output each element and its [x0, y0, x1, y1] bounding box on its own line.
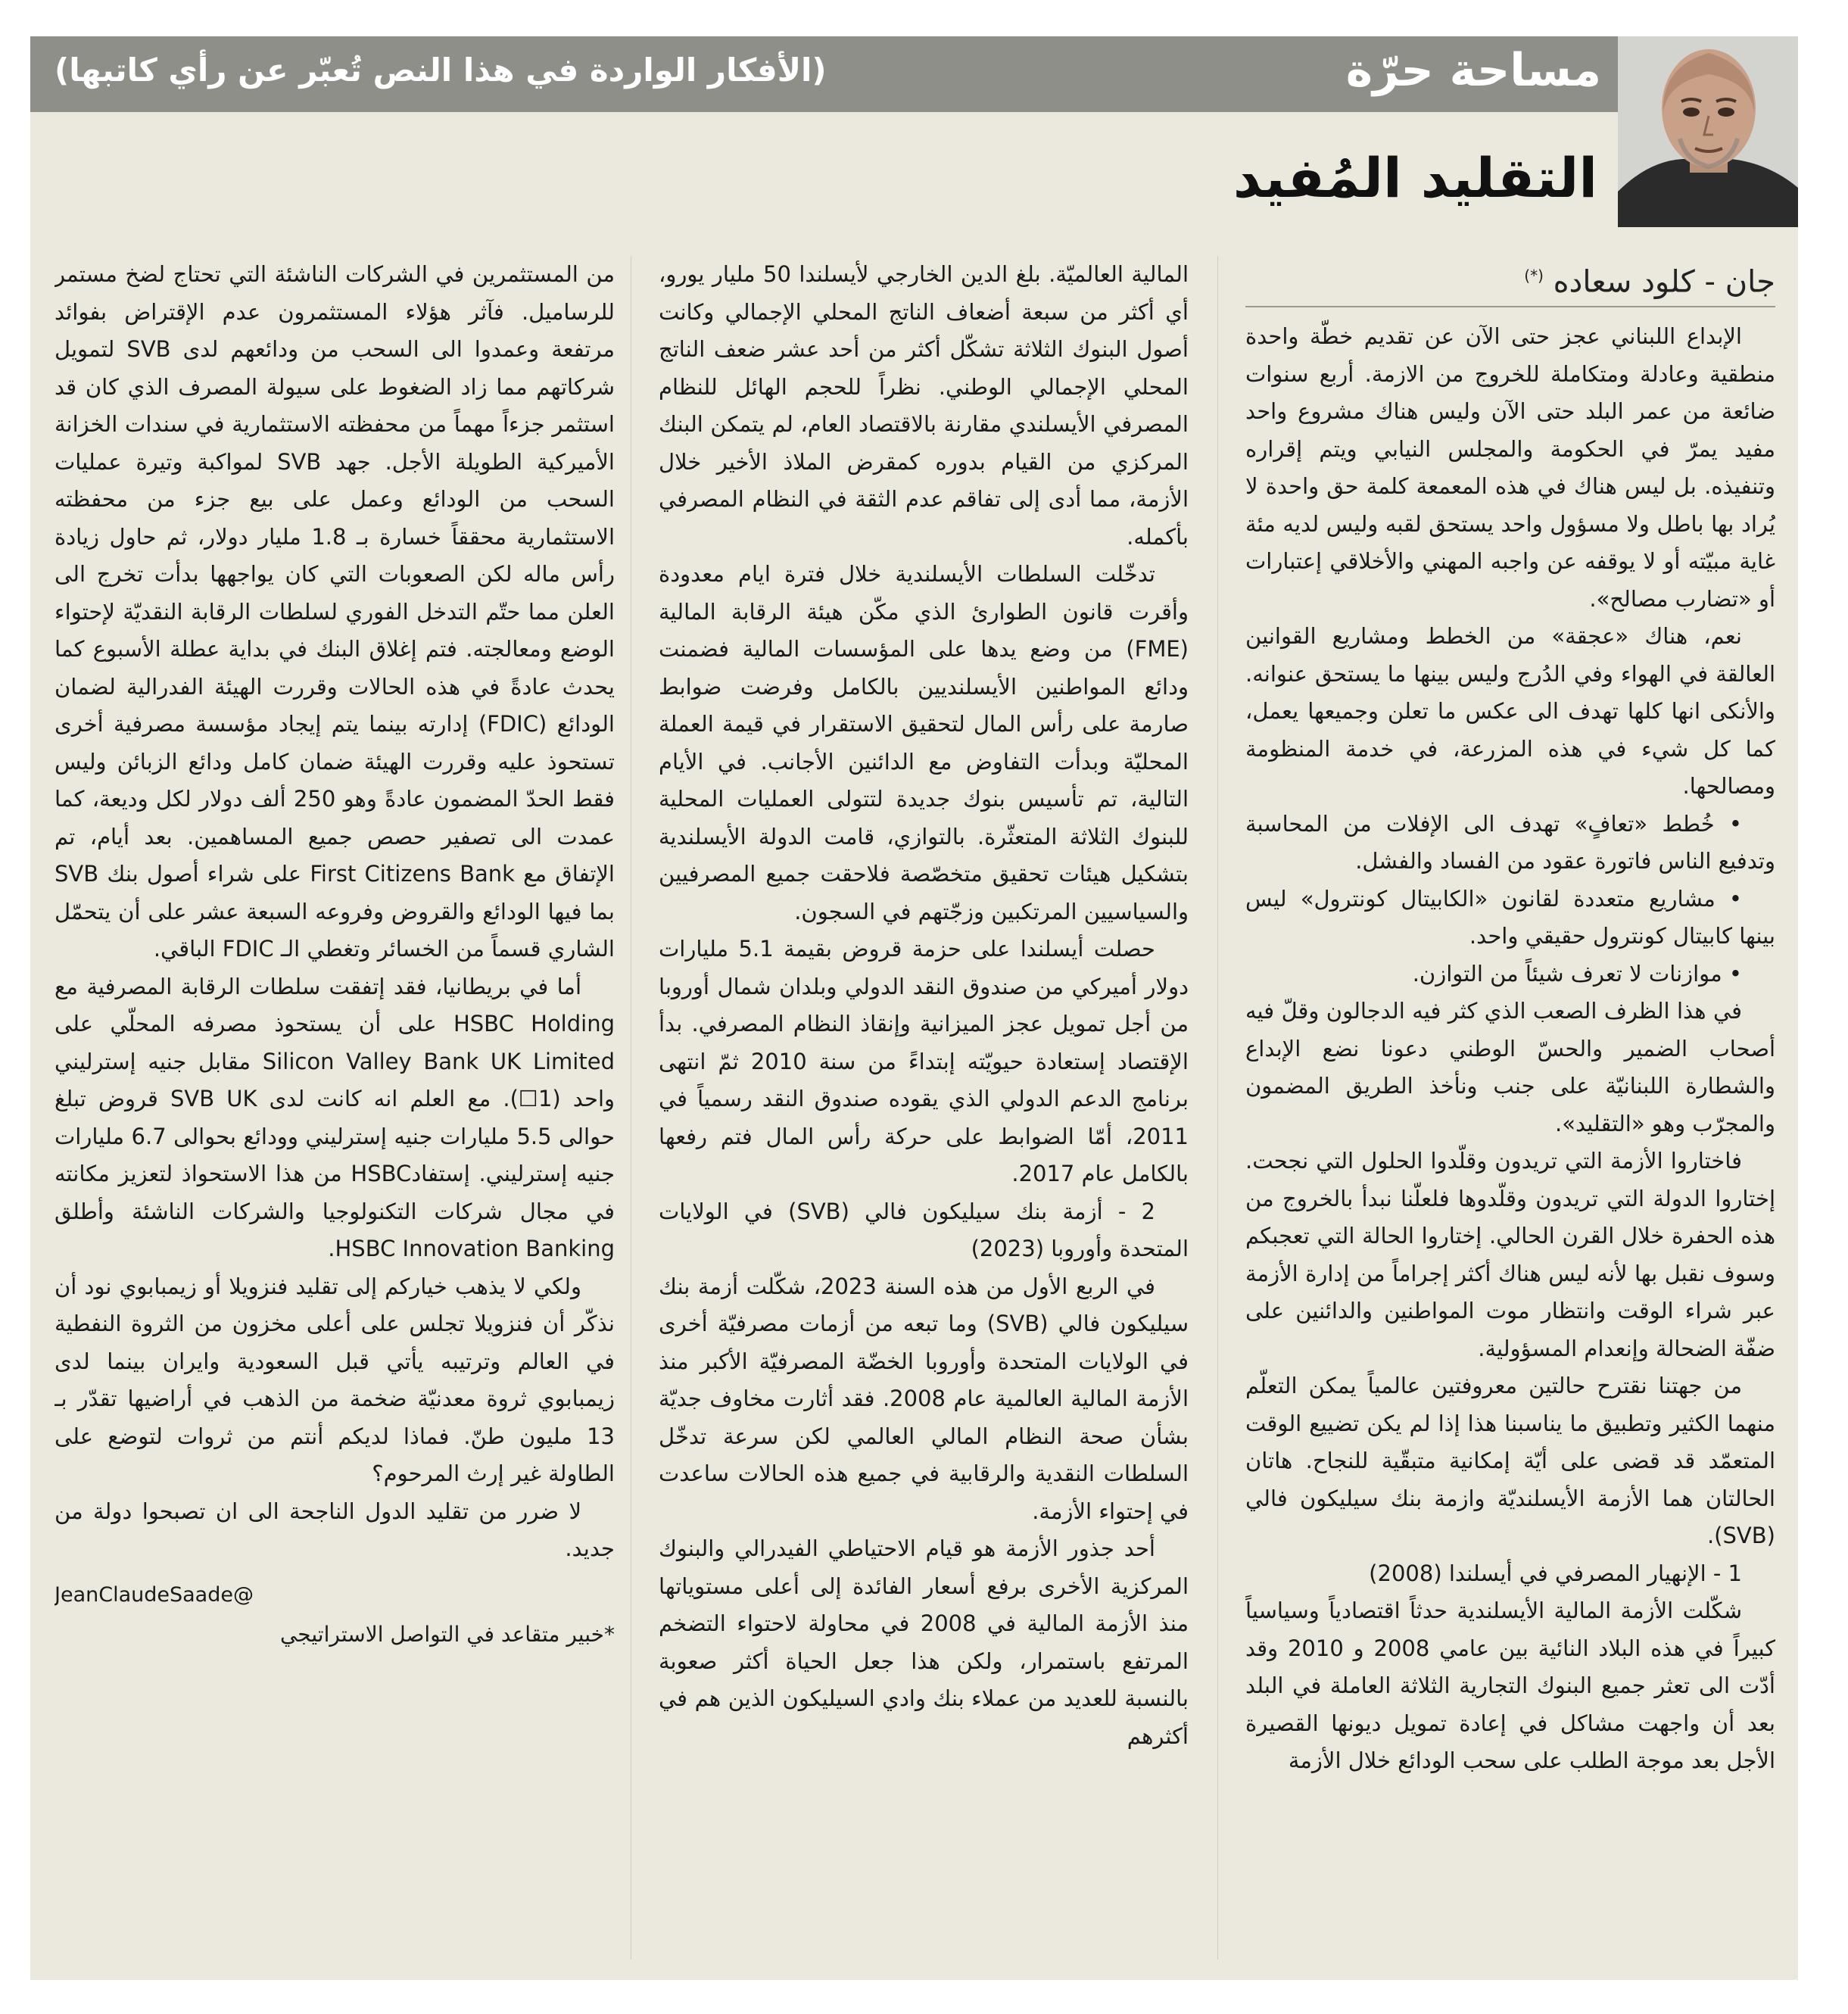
paragraph: • خُطط «تعافٍ» تهدف الى الإفلات من المحاسبة وتدفيع الناس فاتورة عقود من الفساد والفشل.	[1245, 810, 1775, 874]
paragraph: أحد جذور الأزمة هو قيام الاحتياطي الفيدرالي والبنوك المركزية الأخرى برفع أسعار الفائدة إلى أعلى مستوياتها منذ الأزمة المالية في 2008 في محاولة لاحتواء التضخم المرتفع باستمرار، ولكن هذا جعل الحياة أكثر صعوبة بالنسبة للعديد من عملاء بنك وادي السيليكون الذين هم في أكثرهم	[659, 1535, 1189, 1749]
author-social-handle[interactable]: JeanClaudeSaade@	[55, 1582, 254, 1607]
column-divider	[1217, 256, 1218, 1959]
paragraph: • مشاريع متعددة لقانون «الكابيتال كونترول» ليس بينها كابيتال كونترول حقيقي واحد.	[1245, 885, 1775, 949]
column-right-text	[1245, 318, 1775, 1780]
paragraph: الإبداع اللبناني عجز حتى الآن عن تقديم خطّة واحدة منطقية وعادلة ومتكاملة للخروج من الازمة. أربع سنوات ضائعة من عمر البلد حتى الآن وليس هناك مشروع واحد مفيد يمرّ في الحكومة والمجلس النيابي ويتم إقراره وتنفيذه. بل ليس هناك في هذه المعمعة كلمة حق واحدة لا يُراد بها باطل ولا مسؤول واحد يستحق لقبه وليس لديه مئة غاية مبيّته أو لا يوقفه عن واجبه المهني والأخلاقي إعتبارات أو «تضارب مصالح».	[1245, 323, 1775, 612]
column-middle	[659, 256, 1189, 1967]
section-header-bar	[30, 36, 1798, 112]
paragraph: 1 - الإنهيار المصرفي في أيسلندا (2008)	[1369, 1560, 1742, 1586]
paragraph: من جهتنا نقترح حالتين معروفتين عالمياً يمكن التعلّم منهما الكثير وتطبيق ما يناسبنا هذا إذا لم يكن تضييع الوقت المتعمّد قد قضى على أيّة إمكانية متبقّية للنجاح. هاتان الحالتان هما الأزمة الأيسلنديّة وازمة بنك سيليكون فالي (SVB).	[1245, 1373, 1775, 1549]
article-page	[30, 36, 1798, 1980]
paragraph: ولكي لا يذهب خياركم إلى تقليد فنزويلا أو زيمبابوي نود أن نذكّر أن فنزويلا تجلس على أعلى مخزون من الثروة النفطية في العالم وترتيبه يأتي قبل السعودية وايران بينما لدى زيمبابوي ثروة معدنيّة ضخمة من الذهب في أراضيها تقدّر بـ 13 مليون طنّ. فماذا لديكم أنتم من ثروات لتوضع على الطاولة غير إرث المرحوم؟	[55, 1273, 615, 1486]
paragraph: أما في بريطانيا، فقد إتفقت سلطات الرقابة المصرفية مع HSBC Holding على أن يستحوذ مصرفه المحلّي على Silicon Valley Bank UK Limited مقابل جنيه إسترليني واحد (1☐). مع العلم انه كانت لدى SVB UK قروض تبلغ حوالى 5.5 مليارات جنيه إسترليني وودائع بحوالى 6.7 مليارات جنيه إسترليني. إستفادHSBC من هذا الاستحواذ لتعزيز مكانته في مجال شركات التكنولوجيا والشركات الناشئة وأطلق HSBC Innovation Banking.	[55, 973, 615, 1261]
paragraph: شكّلت الأزمة المالية الأيسلندية حدثاً اقتصادياً وسياسياً كبيراً في هذه البلاد النائية بين عامي 2008 و 2010 وقد أدّت الى تعثر جميع البنوك التجارية الثلاثة العاملة في البلد بعد أن واجهت مشاكل في إعادة تمويل ديونها القصيرة الأجل بعد موجة الطلب على سحب الودائع خلال الأزمة	[1245, 1598, 1775, 1774]
column-left-text	[55, 256, 615, 1568]
column-middle-text	[659, 256, 1189, 1755]
paragraph: فاختاروا الأزمة التي تريدون وقلّدوا الحلول التي نجحت. إختاروا الدولة التي تريدون وقلّدوها فلعلّنا نبدأ بالخروج من هذه الحفرة خلال القرن الحالي. إختاروا الحالة التي تعجبكم وسوف نقبل بها لأنه ليس هناك أكثر إجراماً من إدارة الأزمة عبر شراء الوقت وانتظار موت المواطنين والدائنين على ضفّة الضحالة وإنعدام المسؤولية.	[1245, 1148, 1775, 1361]
opinion-disclaimer: (الأفكار الواردة في هذا النص تُعبّر عن رأي كاتبها)	[55, 51, 827, 89]
paragraph: حصلت أيسلندا على حزمة قروض بقيمة 5.1 مليارات دولار أميركي من صندوق النقد الدولي وبلدان شمال أوروبا من أجل تمويل عجز الميزانية وإنقاذ النظام المصرفي. بدأ الإقتصاد إستعادة حيويّته إبتداءً من سنة 2010 ثمّ انتهى برنامج الدعم الدولي الذي يقوده صندوق النقد رسمياً في 2011، أمّا الضوابط على حركة رأس المال فتم رفعها بالكامل عام 2017.	[659, 936, 1189, 1186]
column-right	[1245, 256, 1775, 1967]
paragraph: في الربع الأول من هذه السنة 2023، شكّلت أزمة بنك سيليكون فالي (SVB) وما تبعه من أزمات مصرفيّة أخرى في الولايات المتحدة وأوروبا الخضّة المصرفيّة الأكبر منذ الأزمة المالية العالمية عام 2008. فقد أثارت مخاوف جديّة بشأن صحة النظام المالي العالمي لكن سرعة تدخّل السلطات النقدية والرقابية في جميع هذه الحالات ساعدت في إحتواء الأزمة.	[659, 1273, 1189, 1524]
author-footnote-mark: (*)	[1524, 267, 1544, 285]
paragraph: نعم، هناك «عجقة» من الخطط ومشاريع القوانين العالقة في الهواء وفي الدُرج وليس بينها ما يستحق عنوانه. والأنكى انها كلها تهدف الى عكس ما تعلن وجميعها يعمل، كما كل شيء في هذه المزرعة، في خدمة المنظومة ومصالحها.	[1245, 623, 1775, 800]
paragraph: في هذا الظرف الصعب الذي كثر فيه الدجالون وقلّ فيه أصحاب الضمير والحسّ الوطني دعونا نضع الإبداع والشطارة اللبنانيّة على جنب ونأخذ الطريق المضمون والمجرّب وهو «التقليد».	[1245, 998, 1775, 1136]
paragraph: المالية العالميّة. بلغ الدين الخارجي لأيسلندا 50 مليار يورو، أي أكثر من سبعة أضعاف الناتج المحلي الإجمالي وكانت أصول البنوك الثلاثة تشكّل أكثر من أحد عشر ضعف الناتج المحلي الإجمالي الوطني. نظراً للحجم الهائل للنظام المصرفي الأيسلندي مقارنة بالاقتصاد العام، لم يتمكن البنك المركزي من القيام بدوره كمقرض الملاذ الأخير خلال الأزمة، مما أدى إلى تفاقم عدم الثقة في النظام المصرفي بأكمله.	[659, 261, 1189, 550]
paragraph: من المستثمرين في الشركات الناشئة التي تحتاج لضخ مستمر للرساميل. فآثر هؤلاء المستثمرون عدم الإقتراض بفوائد مرتفعة وعمدوا الى السحب من ودائعهم لدى SVB لتمويل شركاتهم مما زاد الضغوط على سيولة المصرف الذي كان قد استثمر جزءاً مهماً من محفظته الاستثمارية في سندات الخزانة الأميركية الطويلة الأجل. جهد SVB لمواكبة وتيرة عمليات السحب من الودائع وعمل على بيع جزء من محفظته الاستثمارية محققاً خسارة بـ 1.8 مليار دولار، ثم حاول زيادة رأس ماله لكن الصعوبات التي كان يواجهها بدأت تخرج الى العلن مما حتّم التدخل الفوري لسلطات الرقابة النقديّة لإحتواء الوضع ومعالجته. فتم إغلاق البنك في بداية عطلة الأسبوع كما يحدث عادةً في هذه الحالات وقررت الهيئة الفدرالية لضمان الودائع (FDIC) إدارته بينما يتم إيجاد مؤسسة مصرفية أخرى تستحوذ عليه وقررت الهيئة ضمان كامل ودائع الزبائن وليس فقط الحدّ المضمون عادةً وهو 250 ألف دولار لكل وديعة، كما عمدت الى تصفير حصص جميع المساهمين. بعد أيام، تم الإتفاق مع First Citizens Bank على شراء أصول بنك SVB بما فيها الودائع والقروض وفروعه السبعة عشر على أن يتحمّل الشاري قسماً من الخسائر وتغطي الـ FDIC الباقي.	[55, 261, 615, 962]
paragraph: لا ضرر من تقليد الدول الناجحة الى ان تصبحوا دولة من جديد.	[55, 1498, 615, 1561]
article-headline: التقليد المُفيد	[1233, 146, 1597, 210]
author-footnote: *خبير متقاعد في التواصل الاستراتيجي	[279, 1621, 615, 1647]
column-left	[55, 256, 615, 1967]
author-name: جان - كلود سعاده	[1553, 264, 1775, 300]
paragraph: • موازنات لا تعرف شيئاً من التوازن.	[1412, 960, 1742, 987]
paragraph: 2 - أزمة بنك سيليكون فالي (SVB) في الولايات المتحدة وأوروبا (2023)	[659, 1198, 1189, 1261]
section-title: مساحة حرّة	[1345, 44, 1601, 97]
author-portrait-icon	[1618, 36, 1798, 227]
paragraph: تدخّلت السلطات الأيسلندية خلال فترة ايام معدودة وأقرت قانون الطوارئ الذي مكّن هيئة الرقابة المالية (FME) من وضع يدها على المؤسسات المالية فضمنت ودائع المواطنين الأيسلنديين بالكامل وفرضت ضوابط صارمة على رأس المال لتحقيق الاستقرار في قيمة العملة المحليّة وبدأت التفاوض مع الدائنين الأجانب. في الأيام التالية، تم تأسيس بنوك جديدة لتتولى العمليات المحلية للبنوك الثلاثة المتعثّرة. بالتوازي، قامت الدولة الأيسلندية بتشكيل هيئات تحقيق متخصّصة فلاحقت جميع المصرفيين والسياسيين المرتكبين وزجّتهم في السجون.	[659, 561, 1189, 924]
author-photo	[1618, 36, 1798, 227]
author-byline	[1245, 256, 1775, 307]
